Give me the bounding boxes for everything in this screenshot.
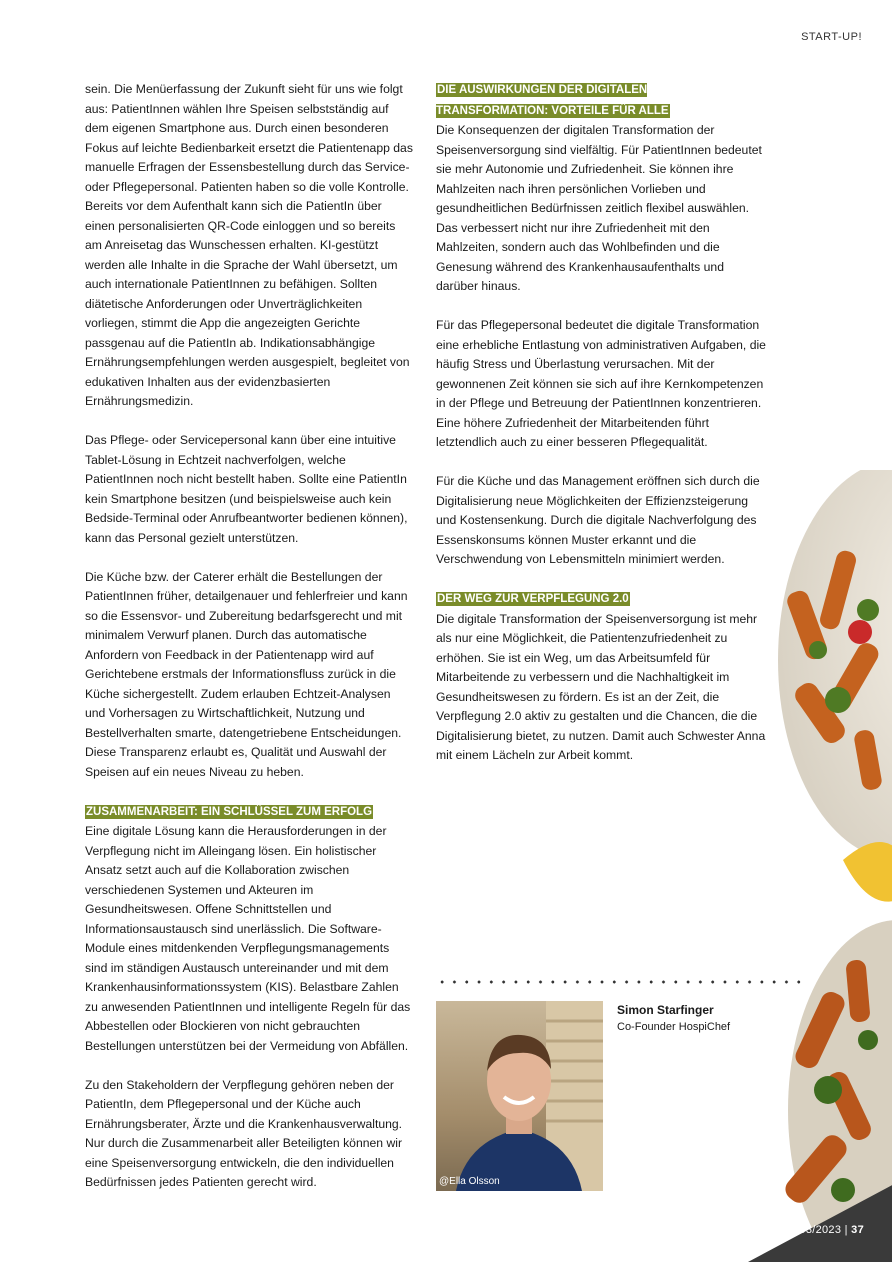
body-paragraph: Die Küche bzw. der Caterer erhält die Bestellungen der PatientInnen früher, detailgenauer und fehlerfreier und kann so die Essensvor- und Zubereitung bedarfsgerecht und mit minimalem Verwurf planen. Durch das automatische Anfordern von Feedback in der Patientenapp wird auf Gerichtebene erstmals der Informationsfluss zurück in die Küche sichergestellt. Zudem erlauben Echtzeit-Analysen und Vorhersagen zu Wirtschaftlichkeit, Nutzung und Bestellverhalten smarte, datengetriebene Entscheidungen. Diese Transparenz erlaubt es, Qualität und Auswahl der Speisen auf ein neues Niveau zu heben. (85, 569, 408, 779)
photo-credit: @Ella Olsson (439, 1176, 500, 1187)
right-column (436, 80, 766, 785)
body-paragraph: Das Pflege- oder Servicepersonal kann über eine intuitive Tablet-Lösung in Echtzeit nachverfolgen, welche PatientInnen noch nicht bestellt haben. Sollte eine PatientIn kein Smartphone besitzen (und beispielsweise auch kein Bedside-Terminal oder Anrufbeantworter bedienen können), kann das Personal gezielt unterstützen. (85, 433, 408, 545)
page-number: 37 (851, 1224, 864, 1236)
section-heading: DER WEG ZUR VERPFLEGUNG 2.0 (437, 593, 629, 605)
body-paragraph: Eine digitale Lösung kann die Herausforderungen in der Verpflegung nicht im Alleingang lösen. Ein holistischer Ansatz setzt auch auf die Kollaboration zwischen verschiedenen Systemen und Akteuren im Gesundheitswesen. Offene Schnittstellen und Informationsaustausch sind unerlässlich. Die Software-Module eines mitdenkenden Verpflegungsmanagements sind im ständigen Austausch untereinander und mit dem Krankenhausinformationssystem (KIS). Belastbare Zahlen zu anwesenden PatientInnen und intelligente Regeln für das Abbestellen oder Blockieren von nicht gebrauchten Bestellungen unterstützen bei der Vermeidung von Abfällen. (85, 824, 411, 1053)
magazine-issue: WIRKSAM 03/2023 (741, 1224, 842, 1236)
left-column (85, 80, 413, 1212)
body-paragraph: Für die Küche und das Management eröffnen sich durch die Digitalisierung neue Möglichkeiten der Effizienzsteigerung und Kostensenkung. Durch die digitale Nachverfolgung des Essenskonsums können Muster erkannt und die Verschwendung von Lebensmitteln minimiert werden. (436, 474, 760, 566)
author-name: Simon Starfinger (617, 1003, 714, 1017)
footer-separator: | (844, 1224, 848, 1236)
page-footer (741, 1224, 864, 1236)
body-paragraph: sein. Die Menüerfassung der Zukunft sieht für uns wie folgt aus: PatientInnen wählen Ihre Speisen selbstständig auf dem eigenen Smartphone aus. Durch einen besonderen Fokus auf leichte Bedienbarkeit ersetzt die Patientenapp das manuelle Erfragen der Essensbestellung durch das Service- oder Pflegepersonal. Patienten haben so die volle Kontrolle. Bereits vor dem Aufenthalt kann sich die PatientIn über einen personalisierten QR-Code einloggen und so bereits am Anreisetag das Wunschessen erhalten. KI-gestützt werden alle Inhalte in die Sprache der Wahl übersetzt, um auch internationale PatientInnen zu befähigen. Sollten diätetische Anforderungen oder Unverträglichkeiten vorliegen, stimmt die App die angezeigten Gerichte passgenau auf die PatientIn ab. Indikationsabhängige Ernährungsempfehlungen werden ausgespielt, begleitet von edukativen Inhalten aus der evidenzbasierten Ernährungsmedizin. (85, 82, 413, 408)
dotted-divider (436, 978, 806, 986)
author-role: Co-Founder HospiChef (617, 1021, 731, 1033)
section-heading: ZUSAMMENARBEIT: EIN SCHLÜSSEL ZUM ERFOLG (86, 805, 373, 818)
food-plate-image (748, 470, 892, 1262)
body-paragraph: Für das Pflegepersonal bedeutet die digitale Transformation eine erhebliche Entlastung von administrativen Aufgaben, die häufig Stress und Überlastung verursachen. Mit der gewonnenen Zeit können sie sich auf ihre Kernkompetenzen in der Pflege und Betreuung der PatientInnen konzentrieren. Eine höhere Zufriedenheit der Mitarbeitenden führt letztendlich auch zu einer besseren Pflegequalität. (436, 318, 766, 449)
section-label: START-UP! (801, 31, 862, 43)
body-paragraph: Zu den Stakeholdern der Verpflegung gehören neben der PatientIn, dem Pflegepersonal und der Küche auch Ernährungsberater, Ärzte und die Krankenhausverwaltung. Nur durch die Zusammenarbeit aller Beteiligten können wir eine Speisenversorgung entwickeln, die den individuellen Bedürfnissen jedes Patienten gerecht wird. (85, 1077, 403, 1189)
section-heading: DIE AUSWIRKUNGEN DER DIGITALEN TRANSFORMATION: VORTEILE FÜR ALLE (436, 84, 669, 117)
body-paragraph: Die Konsequenzen der digitalen Transformation der Speisenversorgung sind vielfältig. Für PatientInnen bedeutet sie mehr Autonomie und Zufriedenheit. Sie können ihre Mahlzeiten nach ihren persönlichen Vorlieben und gesundheitlichen Bedürfnissen zeitlich flexibel auswählen. Das verbessert nicht nur ihre Zufriedenheit mit den Mahlzeiten, sondern auch das Wohlbefinden und die Genesung während des Krankenhausaufenthalts und darüber hinaus. (436, 123, 762, 293)
author-photo (436, 1001, 603, 1191)
body-paragraph: Die digitale Transformation der Speisenversorgung ist mehr als nur eine Möglichkeit, die Patientenzufriedenheit zu erhöhen. Sie ist ein Weg, um das Arbeitsumfeld für Mitarbeitende zu verbessern und die Nachhaltigkeit im Gesundheitswesen zu fördern. Es ist an der Zeit, die Verpflegung 2.0 aktiv zu gestalten und die Chancen, die die Digitalisierung bietet, zu nutzen. Damit auch Schwester Anna mit einem Lächeln zur Arbeit kommt. (436, 611, 766, 762)
